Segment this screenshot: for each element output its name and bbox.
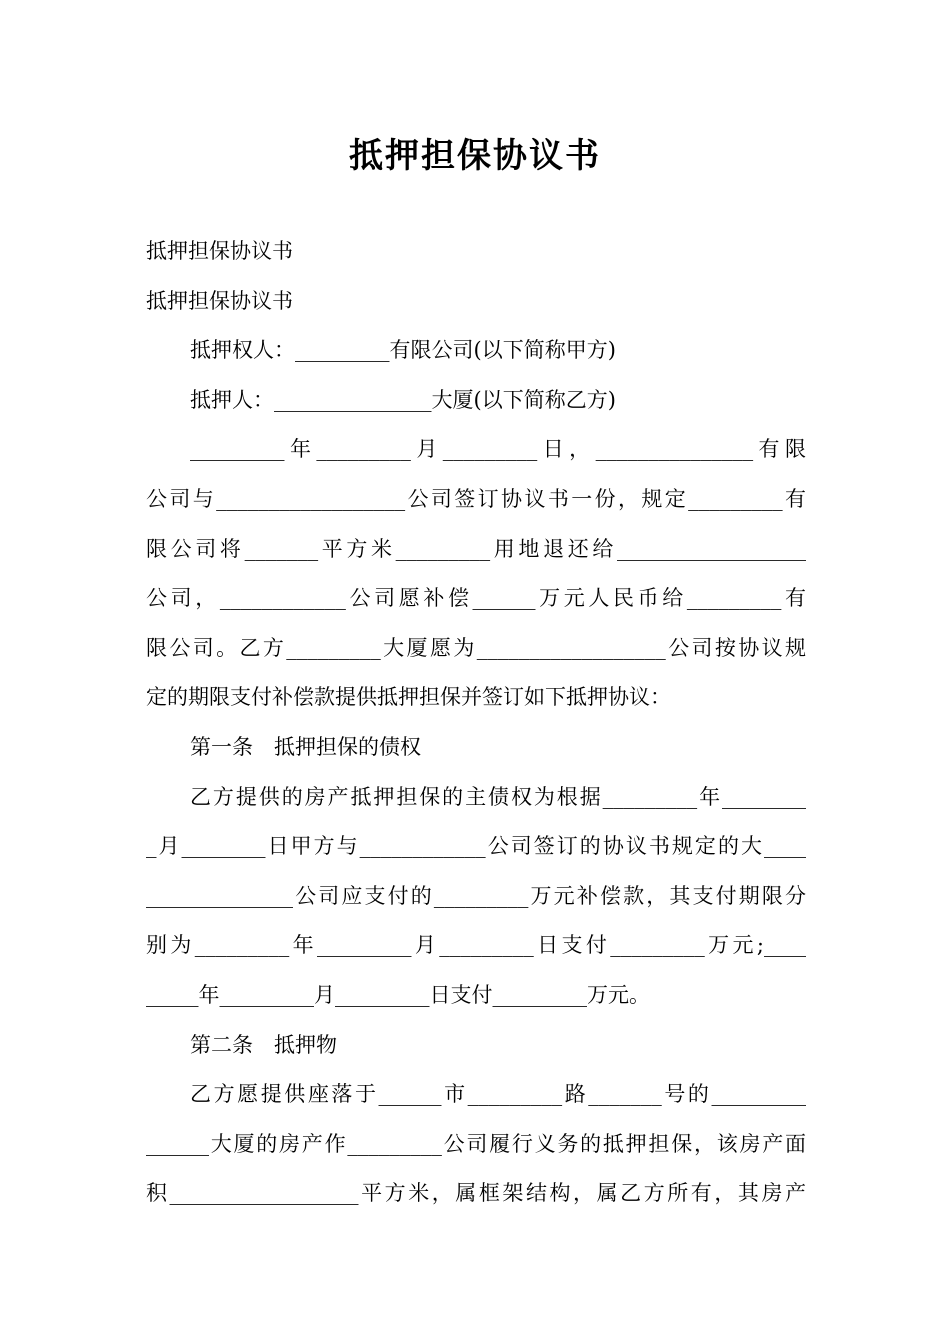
body-line: 乙方提供的房产抵押担保的主债权为根据_________年________ bbox=[190, 784, 806, 809]
document-body bbox=[146, 227, 806, 1219]
document-title: 抵押担保协议书 bbox=[349, 136, 601, 176]
body-line: 抵押人：_______________大厦(以下简称乙方) bbox=[190, 387, 616, 412]
body-line: _月________日甲方与____________公司签订的协议书规定的大____ bbox=[146, 834, 806, 859]
body-line: 抵押权人：_________有限公司(以下简称甲方) bbox=[190, 338, 616, 363]
body-line: 积__________________平方米，属框架结构，属乙方所有，其房产 bbox=[146, 1181, 806, 1206]
body-line: ______大厦的房产作_________公司履行义务的抵押担保，该房产面 bbox=[146, 1131, 806, 1156]
body-line: _________年_________月_________日，_______________有限 bbox=[190, 437, 806, 462]
body-line: 抵押担保协议书 bbox=[146, 239, 293, 263]
body-line: 公司，____________公司愿补偿______万元人民币给_________有 bbox=[146, 586, 806, 611]
section-heading: 第二条 抵押物 bbox=[190, 1032, 337, 1057]
body-line: _____年_________月_________日支付_________万元。 bbox=[146, 982, 650, 1007]
section-heading: 第一条 抵押担保的债权 bbox=[190, 734, 421, 759]
body-line: 公司与__________________公司签订协议书一份，规定_________有 bbox=[146, 486, 806, 511]
body-line: 抵押担保协议书 bbox=[146, 288, 293, 313]
body-line: 限公司。乙方_________大厦愿为__________________公司按协议规 bbox=[146, 635, 806, 660]
body-line: 定的期限支付补偿款提供抵押担保并签订如下抵押协议： bbox=[146, 685, 671, 710]
body-line: ______________公司应支付的_________万元补偿款，其支付期限分 bbox=[146, 883, 806, 908]
body-line: 别为_________年_________月_________日支付_________万元;____ bbox=[146, 933, 806, 958]
body-line: 乙方愿提供座落于______市_________路_______号的_________ bbox=[190, 1082, 806, 1107]
body-line: 限公司将_______平方米_________用地退还给__________________ bbox=[146, 536, 806, 561]
